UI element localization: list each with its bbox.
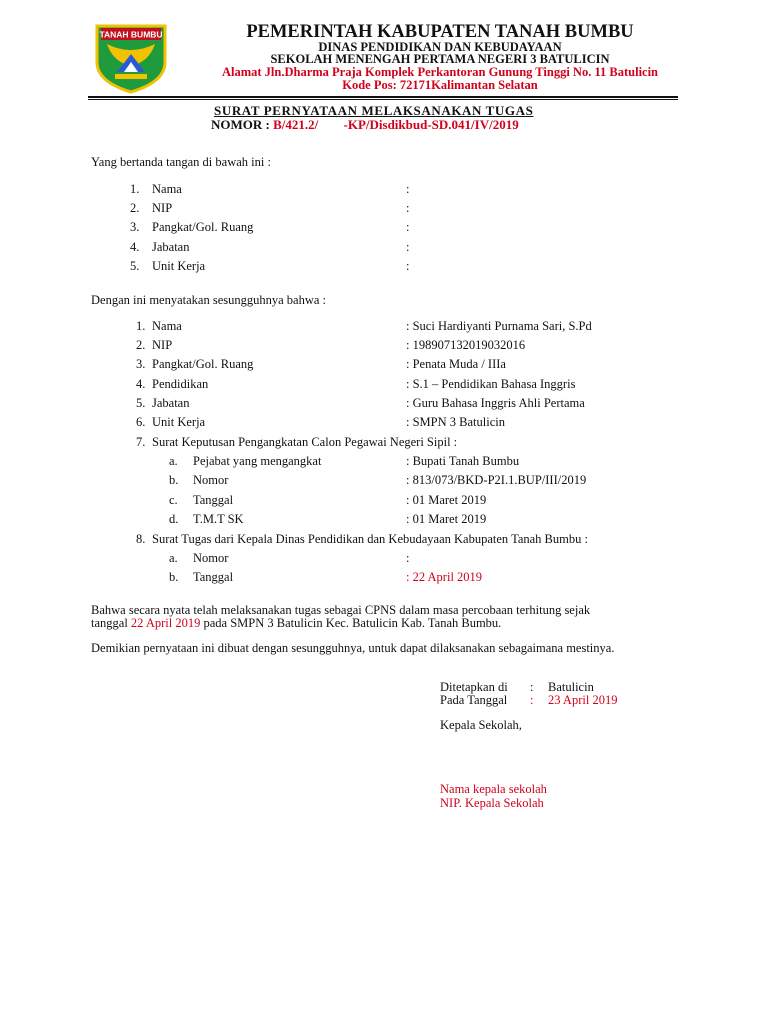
item8-sub-value: :	[406, 551, 410, 565]
employee-num: 2.	[136, 338, 146, 352]
item7-sub-label: Pejabat yang mengangkat	[193, 454, 322, 468]
paragraph-1-post: pada SMPN 3 Batulicin Kec. Batulicin Kab. Tanah Bumbu.	[203, 616, 502, 630]
statement-text: Dengan ini menyatakan sesungguhnya bahwa :	[91, 293, 327, 307]
item7-label: Surat Keputusan Pengangkatan Calon Pegawai Negeri Sipil :	[152, 435, 458, 449]
employee-num: 5.	[136, 396, 146, 410]
item8-sub-label: Nomor	[193, 551, 229, 565]
item7-sub-num: c.	[169, 493, 178, 507]
signatory-name: Nama kepala sekolah	[440, 782, 547, 796]
signer-value: :	[406, 220, 410, 234]
item8-label: Surat Tugas dari Kepala Dinas Pendidikan dan Kebudayaan Kabupaten Tanah Bumbu :	[152, 532, 588, 546]
signatory-nip: NIP. Kepala Sekolah	[440, 796, 544, 810]
paragraph-2: Demikian pernyataan ini dibuat dengan sesungguhnya, untuk dapat dilaksanakan sebagaimana mestinya.	[91, 641, 615, 655]
employee-value: : S.1 – Pendidikan Bahasa Inggris	[406, 377, 576, 391]
paragraph-1-pre: tanggal	[91, 616, 128, 630]
employee-label: Pangkat/Gol. Ruang	[152, 357, 254, 371]
item8-sub-num: b.	[169, 570, 179, 584]
employee-value: : Guru Bahasa Inggris Ahli Pertama	[406, 396, 585, 410]
employee-num: 1.	[136, 319, 146, 333]
item8-sub-label: Tanggal	[193, 570, 234, 584]
nomor-label: NOMOR :	[211, 117, 270, 132]
item7-sub-value: : 01 Maret 2019	[406, 512, 487, 526]
employee-label: Nama	[152, 319, 182, 333]
employee-value: : Penata Muda / IIIa	[406, 357, 506, 371]
signer-num: 2.	[130, 201, 140, 215]
signer-num: 1.	[130, 182, 140, 196]
signer-value: :	[406, 182, 410, 196]
employee-value: : Suci Hardiyanti Purnama Sari, S.Pd	[406, 319, 592, 333]
item7-sub-value: : 813/073/BKD-P2I.1.BUP/III/2019	[406, 473, 587, 487]
signer-num: 4.	[130, 240, 140, 254]
signer-label: Nama	[152, 182, 182, 196]
signer-num: 5.	[130, 259, 140, 273]
employee-label: Unit Kerja	[152, 415, 206, 429]
item7-sub-label: T.M.T SK	[193, 512, 244, 526]
document-number	[211, 117, 519, 132]
paragraph-1-line1: Bahwa secara nyata telah melaksanakan tugas sebagai CPNS dalam masa percobaan terhitung sejak	[91, 603, 591, 617]
ditetapkan-colon: :	[530, 680, 534, 694]
letterhead-rule-thin	[88, 99, 678, 100]
employee-label: NIP	[152, 338, 173, 352]
paragraph-1-line2	[91, 616, 501, 631]
item8-sub-num: a.	[169, 551, 178, 565]
tanggal-value: 23 April 2019	[548, 693, 618, 707]
signer-value: :	[406, 259, 410, 273]
item7-sub-label: Nomor	[193, 473, 229, 487]
item8-num: 8.	[136, 532, 146, 546]
letterhead-address: Alamat Jln.Dharma Praja Komplek Perkantoran Gunung Tinggi No. 11 Batulicin	[221, 65, 659, 79]
item7-sub-num: b.	[169, 473, 179, 487]
intro-text: Yang bertanda tangan di bawah ini :	[91, 155, 271, 169]
document-title: SURAT PERNYATAAN MELAKSANAKAN TUGAS	[214, 103, 534, 118]
logo-text: TANAH BUMBU	[99, 29, 163, 40]
signer-value: :	[406, 201, 410, 215]
letterhead-rule-thick	[88, 96, 678, 98]
item7-sub-value: : 01 Maret 2019	[406, 493, 487, 507]
signatory-role: Kepala Sekolah,	[440, 718, 522, 732]
item7-sub-num: a.	[169, 454, 178, 468]
letterhead-line1: PEMERINTAH KABUPATEN TANAH BUMBU	[246, 22, 634, 42]
employee-value: : SMPN 3 Batulicin	[406, 415, 505, 429]
signer-num: 3.	[130, 220, 140, 234]
letterhead-postcode: Kode Pos: 72171Kalimantan Selatan	[342, 78, 538, 92]
employee-label: Jabatan	[152, 396, 190, 410]
employee-value: : 198907132019032016	[406, 338, 526, 352]
ditetapkan-label: Ditetapkan di	[440, 680, 508, 694]
signer-label: Unit Kerja	[152, 259, 206, 273]
employee-num: 6.	[136, 415, 146, 429]
signer-value: :	[406, 240, 410, 254]
employee-label: Pendidikan	[152, 377, 209, 391]
nomor-part-b: -KP/Disdikbud-SD.041/IV/2019	[343, 117, 519, 132]
letterhead-line3: SEKOLAH MENENGAH PERTAMA NEGERI 3 BATULICIN	[270, 52, 610, 66]
tanggal-label: Pada Tanggal	[440, 693, 508, 707]
item7-sub-label: Tanggal	[193, 493, 234, 507]
ditetapkan-value: Batulicin	[548, 680, 594, 694]
letterhead-line2: DINAS PENDIDIKAN DAN KEBUDAYAAN	[318, 40, 562, 54]
signer-label: Pangkat/Gol. Ruang	[152, 220, 254, 234]
item7-num: 7.	[136, 435, 146, 449]
regency-logo	[93, 22, 169, 94]
signer-label: Jabatan	[152, 240, 190, 254]
item8-sub-value: : 22 April 2019	[406, 570, 483, 584]
nomor-part-a: B/421.2/	[273, 117, 319, 132]
employee-num: 4.	[136, 377, 146, 391]
paragraph-1-date: 22 April 2019	[130, 616, 201, 630]
item7-sub-num: d.	[169, 512, 179, 526]
signer-label: NIP	[152, 201, 173, 215]
tanggal-colon: :	[530, 693, 534, 707]
item7-sub-value: : Bupati Tanah Bumbu	[406, 454, 520, 468]
employee-num: 3.	[136, 357, 146, 371]
